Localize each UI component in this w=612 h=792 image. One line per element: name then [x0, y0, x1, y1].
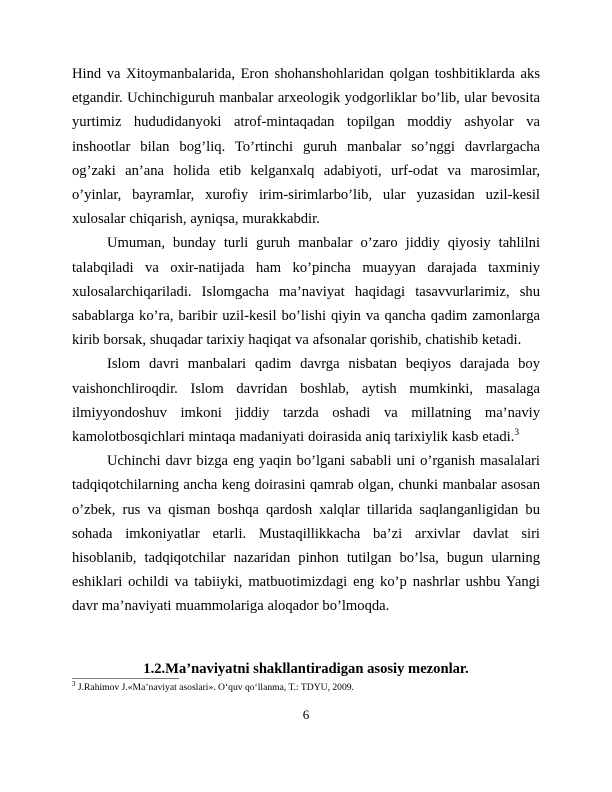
footnote-area [72, 678, 540, 694]
heading-spacer [72, 619, 540, 657]
footnote-entry [72, 679, 540, 694]
body-paragraph-1: Hind va Xitoymanbalarida, Eron shohanshohlaridan qolgan toshbitiklarda aks etgandir. Uchinchiguruh manbalar arxeologik yodgorliklar bo’lib, ular bevosita yurtimiz hududidanyoki atrof-mintaqadan topilgan moddiy ashyolar va inshootlar bilan bog’liq. To’rtinchi guruh manbalar so’nggi davrlargacha og’zaki an’ana holida etib kelganxalq adabiyoti, urf-odat va marosimlar, o’yinlar, bayramlar, xurofiy irim-sirimlarbo’lib, ular yuzasidan uzil-kesil xulosalar chiqarish, ayniqsa, murakkabdir. [72, 66, 540, 228]
section-heading: 1.2.Ma’naviyatni shakllantiradigan asosiy mezonlar. [143, 660, 469, 677]
body-paragraph-3-text: Islom davri manbalari qadim davrga nisbatan beqiyos darajada boy vaishonchliroqdir. Islom davridan boshlab, aytish mumkinki, masalaga ilmiyyondoshuv imkoni jiddiy tarzda oshadi va millatning ma’naviy kamolotbosqichlari mintaqa madaniyati doirasida aniq tarixiylik kasb etadi. [72, 356, 540, 446]
footnote-reference-marker[interactable]: 3 [514, 428, 520, 439]
body-paragraph-2: Umuman, bunday turli guruh manbalar o’zaro jiddiy qiyosiy tahlilni talabqiladi va oxir-natijada ham ko’pincha muayyan darajada taxminiy xulosalarchiqariladi. Islomgacha ma’naviyat haqidagi tasavvurlarimiz, shu sabablarga ko’ra, baribir uzil-kesil bo’lishi qiyin va qancha qadim zamonlarga kirib borsak, shuqadar tarixiy haqiqat va afsonalar qorishib, chatishib ketadi. [72, 235, 540, 349]
page-number: 6 [302, 707, 310, 722]
page-body [72, 62, 540, 681]
body-paragraph-4: Uchinchi davr bizga eng yaqin bo’lgani sababli uni o’rganish masalalari tadqiqotchilarning ancha keng doirasini qamrab olgan, chunki manbalar asosan o’zbek, rus va qisman boshqa qardosh xalqlar tillarida saqlanganligidan bu sohada imkoniyatlar etarli. Mustaqillikkacha ba’zi arxivlar davlat siri hisoblanib, tadqiqotchilar nazaridan pinhon tutilgan bo’lsa, bugun ularning eshiklari ochildi va tabiiyki, matbuotimizdagi eng ko’p nashrlar ushbu Yangi davr ma’naviyati muammolariga aloqador bo’lmoqda. [72, 453, 540, 615]
body-paragraph-3 [72, 352, 540, 449]
footnote-separator-rule [72, 678, 179, 679]
footnote-citation-text: J.Rahimov J.«Ma’naviyat asoslari». O‘quv qo‘llanma, T.: TDYU, 2009. [75, 682, 354, 693]
footnote-number: 3 [72, 679, 76, 688]
